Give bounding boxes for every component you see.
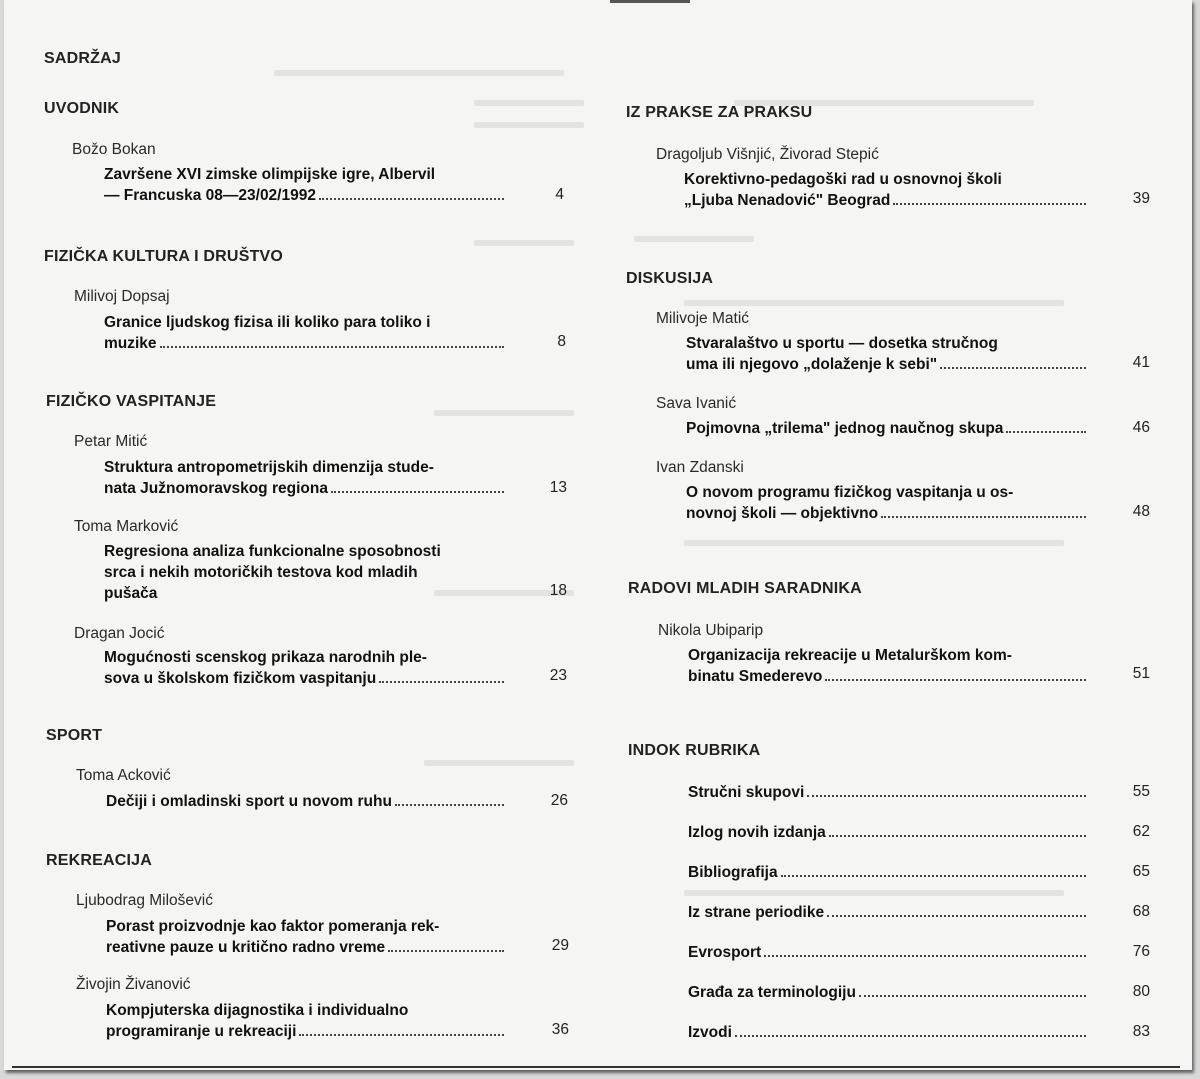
page-number: 80 [1132, 983, 1150, 1000]
toc-title: SADRŽAJ [44, 50, 121, 67]
entry-title-last-line [688, 942, 1088, 963]
author: Živojin Živanović [76, 976, 191, 993]
show-through-mark [474, 122, 584, 128]
section-heading-indok: INDOK RUBRIKA [628, 742, 761, 759]
page-number: 8 [557, 333, 566, 350]
entry-title-line: Dečiji i omladinski sport u novom ruhu [106, 793, 392, 810]
dot-leader [825, 679, 1086, 681]
section-heading-iz-prakse: IZ PRAKSE ZA PRAKSU [626, 104, 813, 121]
entry-title-line: muzike [104, 335, 157, 352]
toc-entry[interactable] [688, 982, 1088, 1003]
entry-title-last-line [686, 354, 1088, 375]
dot-leader [319, 198, 504, 200]
author: Božo Bokan [72, 141, 156, 158]
page-number: 48 [1132, 503, 1150, 520]
dot-leader [395, 804, 504, 806]
entry-title-line: Stručni skupovi [688, 784, 805, 801]
toc-entry[interactable] [686, 333, 1088, 375]
author: Petar Mitić [74, 433, 148, 450]
page-number: 46 [1132, 419, 1150, 436]
section-heading-radovi: RADOVI MLADIH SARADNIKA [628, 580, 862, 597]
entry-title-line: Korektivno-pedagoški rad u osnovnoj školi [684, 171, 1002, 188]
author: Milivoje Matić [656, 310, 750, 327]
entry-title-last-line [688, 666, 1088, 687]
entry-title-line: Izlog novih izdanja [688, 824, 826, 841]
page-number: 62 [1132, 823, 1150, 840]
section-heading-fizicka-kultura: FIZIČKA KULTURA I DRUŠTVO [44, 248, 284, 265]
dot-leader [299, 1034, 504, 1036]
section-heading-rekreacija: REKREACIJA [46, 852, 153, 869]
entry-title-line: Porast proizvodnje kao faktor pomeranja rek- [106, 918, 440, 935]
entry-title-last-line [688, 822, 1088, 843]
toc-entry[interactable] [686, 418, 1088, 439]
page-number: 41 [1132, 354, 1150, 371]
entry-title-line: sova u školskom fizičkom vaspitanju [104, 670, 377, 687]
entry-title-last-line [104, 668, 506, 689]
page-number: 23 [549, 667, 567, 684]
page-number: 55 [1132, 783, 1150, 800]
section-heading-uvodnik: UVODNIK [44, 100, 120, 117]
dot-leader [893, 203, 1086, 205]
entry-title-line: binatu Smederevo [688, 668, 823, 685]
dot-leader [827, 915, 1086, 917]
entry-title-last-line [688, 982, 1088, 1003]
toc-entry[interactable] [688, 822, 1088, 843]
author: Sava Ivanić [656, 395, 737, 412]
entry-title-last-line [688, 862, 1088, 883]
entry-title-last-line [688, 1022, 1088, 1043]
show-through-mark [684, 300, 1064, 306]
toc-entry[interactable] [104, 312, 506, 354]
toc-entry[interactable] [688, 782, 1088, 803]
entry-title-last-line [106, 1021, 506, 1042]
entry-title-last-line [106, 791, 506, 812]
entry-title-line: O novom programu fizičkog vaspitanja u os- [686, 484, 1014, 501]
page-number: 65 [1132, 863, 1150, 880]
entry-title-last-line [104, 333, 506, 354]
entry-title-line: Iz strane periodike [688, 904, 825, 921]
author: Toma Marković [74, 518, 179, 535]
page-number: 51 [1132, 665, 1150, 682]
toc-page [4, 0, 1192, 1070]
entry-title-last-line [686, 503, 1088, 524]
entry-title-last-line [104, 583, 506, 604]
toc-entry[interactable] [106, 791, 506, 812]
entry-title-line: pušača [104, 585, 158, 602]
entry-title-line: programiranje u rekreaciji [106, 1023, 297, 1040]
entry-title-last-line [106, 937, 506, 958]
show-through-mark [474, 100, 584, 106]
page-number: 13 [549, 479, 567, 496]
section-heading-fizicko-vaspitanje: FIZIČKO VASPITANJE [46, 393, 217, 410]
bottom-rule [12, 1066, 1180, 1068]
author: Toma Acković [76, 767, 171, 784]
dot-leader [829, 835, 1086, 837]
top-rule [610, 0, 690, 3]
toc-entry[interactable] [104, 164, 506, 206]
dot-leader [160, 346, 504, 348]
show-through-mark [474, 240, 574, 246]
author: Dragan Jocić [74, 625, 165, 642]
entry-title-line: Struktura antropometrijskih dimenzija stude- [104, 459, 434, 476]
toc-entry[interactable] [104, 647, 506, 689]
entry-title-line: Završene XVI zimske olimpijske igre, Albervil [104, 166, 436, 183]
toc-entry[interactable] [688, 1022, 1088, 1043]
dot-leader [331, 491, 504, 493]
section-heading-diskusija: DISKUSIJA [626, 270, 714, 287]
entry-title-line: Evrosport [688, 944, 762, 961]
entry-title-line: Pojmovna „trilema" jednog naučnog skupa [686, 420, 1004, 437]
page-number: 76 [1132, 943, 1150, 960]
show-through-mark [634, 236, 754, 242]
dot-leader [807, 795, 1086, 797]
page-number: 29 [551, 937, 569, 954]
entry-title-line: Kompjuterska dijagnostika i individualno [106, 1002, 409, 1019]
dot-leader [859, 995, 1086, 997]
page-number: 36 [551, 1021, 569, 1038]
toc-entry[interactable] [688, 645, 1088, 687]
toc-entry[interactable] [686, 482, 1088, 524]
toc-entry[interactable] [104, 457, 506, 499]
entry-title-line: reativne pauze u kritično radno vreme [106, 939, 386, 956]
entry-title-line: Građa za terminologiju [688, 984, 856, 1001]
dot-leader [781, 875, 1086, 877]
page-number: 18 [549, 582, 567, 599]
entry-title-line: Bibliografija [688, 864, 778, 881]
section-heading-sport: SPORT [46, 727, 103, 744]
dot-leader [881, 516, 1086, 518]
entry-title-line: novnoj školi — objektivno [686, 505, 879, 522]
author: Nikola Ubiparip [658, 622, 764, 639]
dot-leader [735, 1035, 1086, 1037]
entry-title-line: Granice ljudskog fizisa ili koliko para toliko i [104, 314, 431, 331]
page-number: 39 [1132, 190, 1150, 207]
show-through-mark [274, 70, 564, 76]
dot-leader [388, 950, 504, 952]
toc-entry[interactable] [688, 942, 1088, 963]
toc-entry[interactable] [688, 902, 1088, 923]
entry-title-last-line [104, 478, 506, 499]
show-through-mark [434, 410, 574, 416]
dot-leader [940, 367, 1086, 369]
entry-title-line: — Francuska 08—23/02/1992 [104, 187, 316, 204]
page-number: 26 [550, 792, 568, 809]
entry-title-last-line [688, 902, 1088, 923]
author: Milivoj Dopsaj [74, 288, 170, 305]
entry-title-line: Mogućnosti scenskog prikaza narodnih ple- [104, 649, 427, 666]
entry-title-line: Izvodi [688, 1024, 732, 1041]
entry-title-line: Organizacija rekreacije u Metalurškom kom- [688, 647, 1012, 664]
dot-leader [764, 955, 1086, 957]
toc-entry[interactable] [688, 862, 1088, 883]
entry-title-last-line [684, 190, 1088, 211]
author: Ivan Zdanski [656, 459, 744, 476]
show-through-mark [684, 890, 1064, 896]
entry-title-last-line [104, 185, 506, 206]
toc-entry[interactable] [106, 916, 506, 958]
page-number: 83 [1132, 1023, 1150, 1040]
entry-title-line: nata Južnomoravskog regiona [104, 480, 328, 497]
entry-title-line: Stvaralaštvo u sportu — dosetka stručnog [686, 335, 998, 352]
toc-entry[interactable] [684, 169, 1088, 211]
author: Dragoljub Višnjić, Živorad Stepić [656, 146, 879, 163]
page-number: 68 [1132, 903, 1150, 920]
author: Ljubodrag Milošević [76, 892, 213, 909]
dot-leader [379, 681, 504, 683]
page-number: 4 [555, 186, 564, 203]
show-through-mark [684, 540, 1064, 546]
entry-title-line: Regresiona analiza funkcionalne sposobnosti [104, 543, 441, 560]
toc-entry[interactable] [106, 1000, 506, 1042]
dot-leader [1006, 431, 1086, 433]
entry-title-line: „Ljuba Nenadović" Beograd [684, 192, 891, 209]
entry-title-line: srca i nekih motoričkih testova kod mladih [104, 564, 418, 581]
toc-entry[interactable] [104, 541, 506, 604]
show-through-mark [424, 760, 574, 766]
entry-title-last-line [686, 418, 1088, 439]
entry-title-line: uma ili njegovo „dolaženje k sebi" [686, 356, 938, 373]
entry-title-last-line [688, 782, 1088, 803]
